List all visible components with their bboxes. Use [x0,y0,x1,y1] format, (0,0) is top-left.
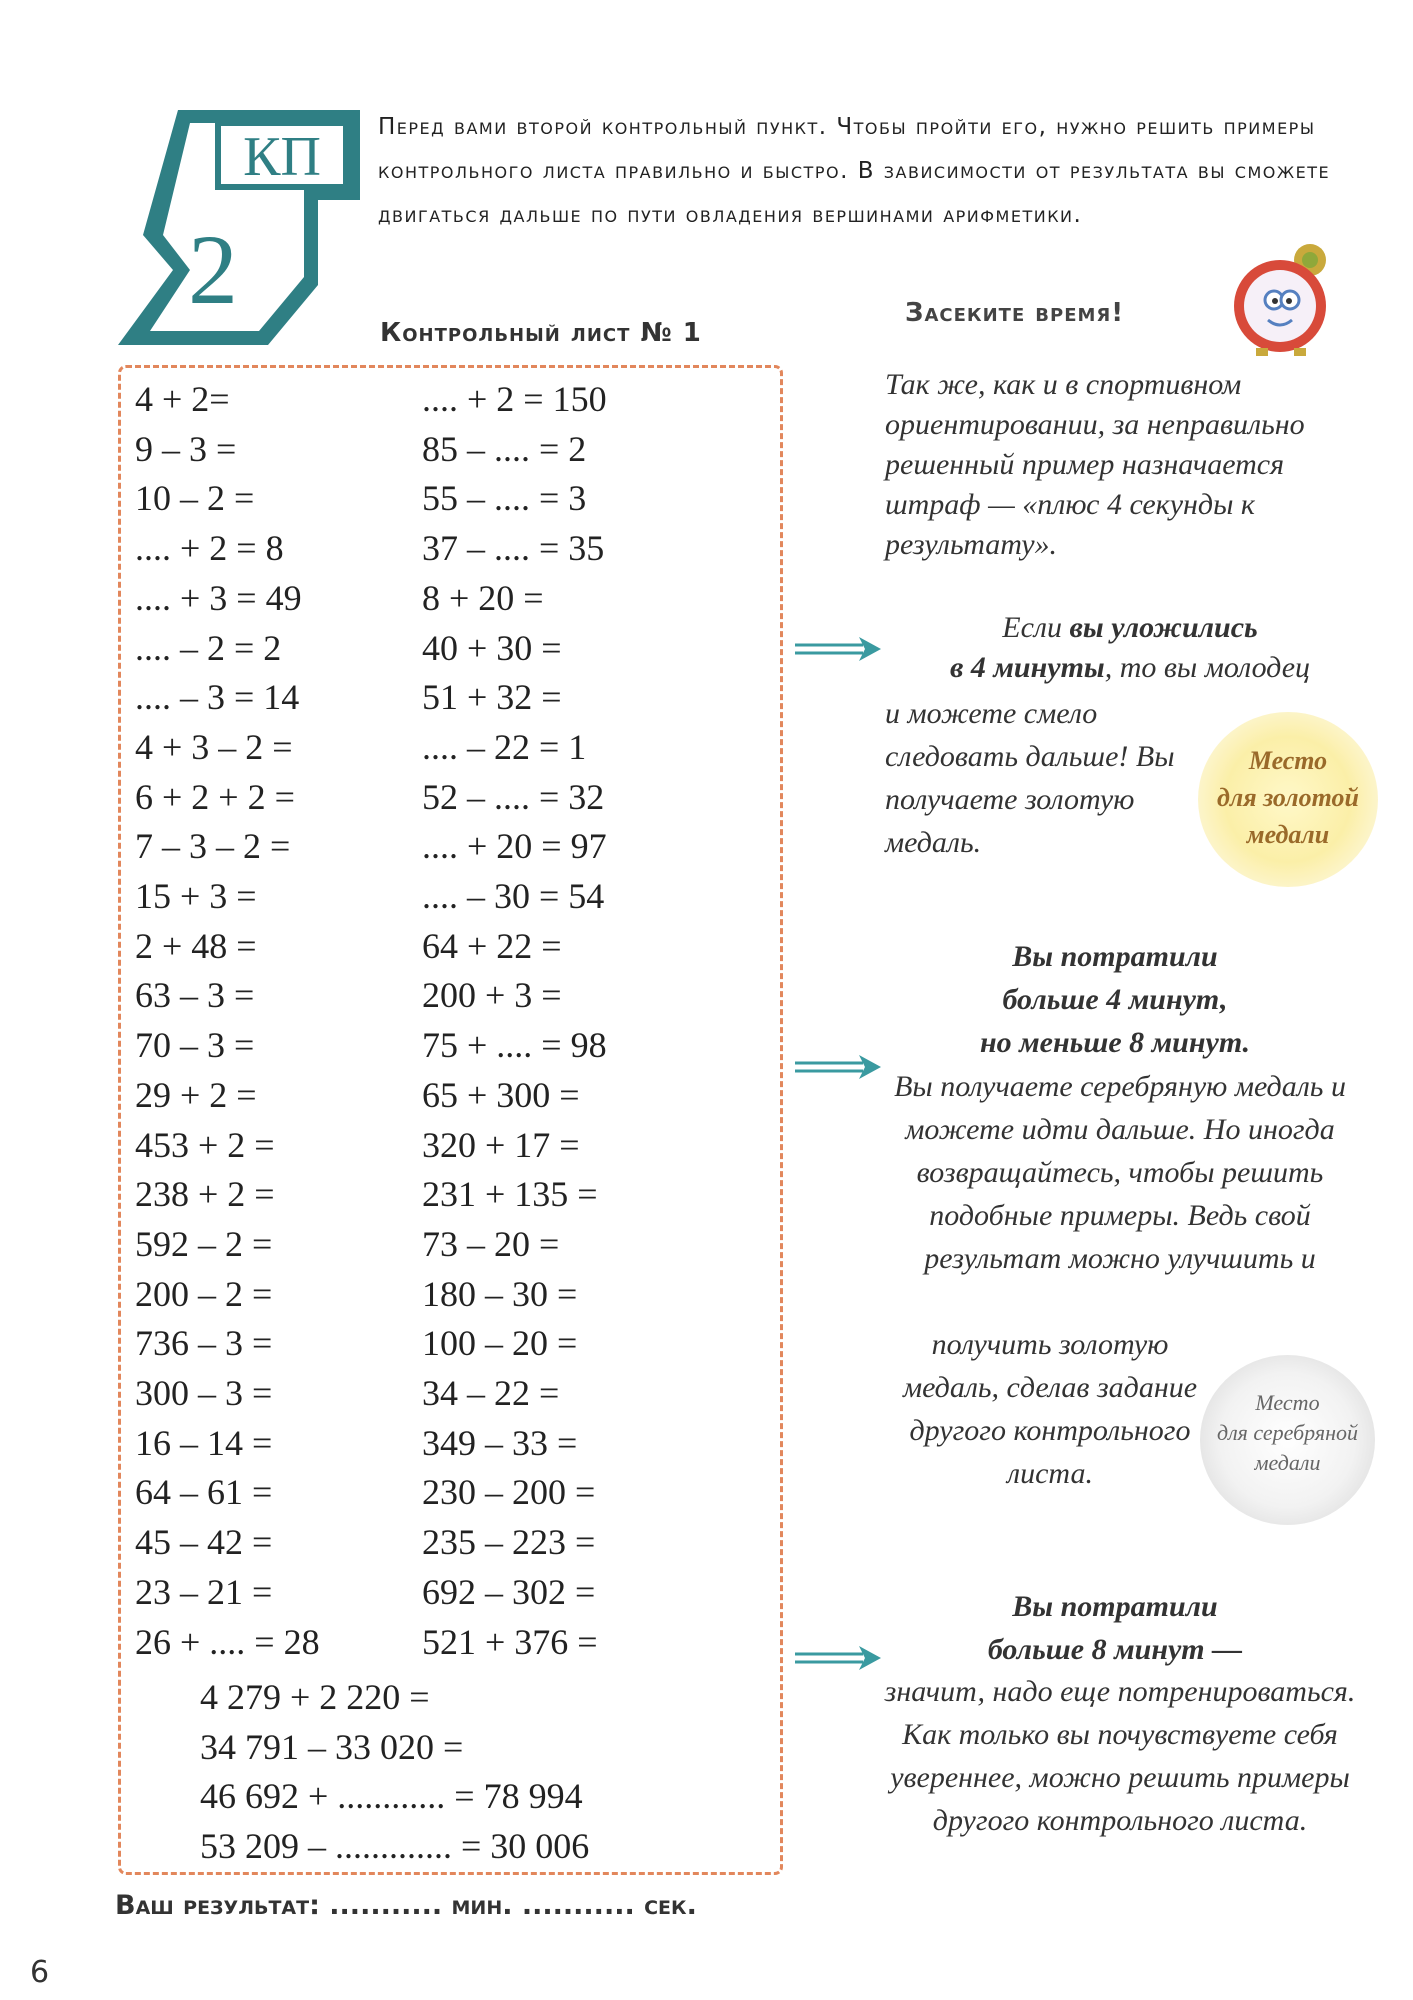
equation: 16 – 14 = [135,1422,273,1463]
equation: 180 – 30 = [422,1273,578,1314]
equation: 75 + .... = 98 [422,1025,607,1066]
equation: 8 + 20 = [422,577,544,618]
silver-head-2: больше 4 минут, [1002,983,1228,1016]
equation: 7 – 3 – 2 = [135,826,291,867]
bronze-note-body: значит, надо еще потренироваться. Как только вы почувствуете себя увереннее, можно решить примеры другого контрольного листа. [884,1675,1356,1837]
equation: 231 + 135 = [422,1174,598,1215]
equation: 15 + 3 = [135,876,257,917]
equation: .... + 3 = 49 [135,577,302,618]
equation: .... + 2 = 150 [422,379,607,419]
equation: .... + 20 = 97 [422,826,607,867]
bronze-head-2: больше 8 минут — [987,1633,1243,1666]
equation: 85 – .... = 2 [422,428,587,469]
sheet-title: Контрольный лист № 1 [380,318,702,348]
equation: 52 – .... = 32 [422,776,605,817]
page-number: 6 [30,1955,50,1990]
silver-note-body: Вы получаете серебряную медаль и можете идти дальше. Но иногда возвращайтесь, чтобы решить подобные примеры. Ведь свой результат можно улучшить и [894,1070,1346,1275]
arrow-right-icon [793,1052,883,1082]
equation: .... – 2 = 2 [135,627,282,668]
equation: 64 – 61 = [135,1472,273,1513]
equation: 70 – 3 = [135,1025,255,1066]
bottom-column [200,1673,589,1872]
gold-medal-placeholder [1198,712,1378,887]
silver-medal-placeholder [1200,1355,1375,1525]
equation: 53 209 – ............. = 30 006 [200,1826,590,1867]
silver-medal-line1: Место [1255,1390,1320,1415]
equation: 4 279 + 2 220 = [200,1677,430,1717]
equation: 34 791 – 33 020 = [200,1726,464,1767]
gold-bold-2: в 4 минуты [949,651,1105,684]
equation: 9 – 3 = [135,428,237,469]
gold-medal-line1: Место [1248,746,1328,775]
arrow-right-icon [793,1643,883,1673]
alarm-clock-icon [1228,240,1338,358]
equation: 23 – 21 = [135,1571,273,1612]
gold-bold-1: вы уложились [1069,611,1258,644]
equation: 51 + 32 = [422,677,562,718]
equation: 40 + 30 = [422,627,562,668]
equation: 692 – 302 = [422,1571,596,1612]
equation: .... – 3 = 14 [135,677,300,718]
equation: .... – 30 = 54 [422,876,605,917]
equation: 34 – 22 = [422,1373,560,1414]
bronze-head-1: Вы потратили [1012,1590,1218,1623]
gold-rest: , то вы молодец [1104,651,1311,684]
equation: 46 692 + ............ = 78 994 [200,1776,583,1817]
gold-lead: Если [1002,611,1070,644]
silver-note-head [880,935,1350,1064]
bronze-note-head [880,1585,1350,1671]
timer-title: Засеките время! [905,298,1125,328]
equation: 4 + 2= [135,379,230,419]
gold-medal-line3: медали [1246,820,1330,849]
equation: 320 + 17 = [422,1124,580,1165]
equation: 521 + 376 = [422,1621,598,1662]
equation: 65 + 300 = [422,1074,580,1115]
equation: .... + 2 = 8 [135,528,284,569]
equation: 55 – .... = 3 [422,478,587,519]
right-column [422,375,607,1667]
equation: 238 + 2 = [135,1174,275,1215]
equation: 37 – .... = 35 [422,528,605,569]
equation: 100 – 20 = [422,1323,578,1364]
result-line: Ваш результат: ........... мин. ........... сек. [115,1890,697,1921]
equation: 26 + .... = 28 [135,1621,320,1662]
silver-head-1: Вы потратили [1012,940,1218,973]
checkpoint-badge-icon [118,105,368,355]
silver-medal-line2: для серебряной [1216,1420,1359,1445]
equation: 63 – 3 = [135,975,255,1016]
arrow-right-icon [793,634,883,664]
equation: 64 + 22 = [422,925,562,966]
equation: .... – 22 = 1 [422,726,587,767]
equation: 300 – 3 = [135,1373,273,1414]
equation: 2 + 48 = [135,925,257,966]
penalty-note: Так же, как и в спортивном ориентировании, за неправильно решенный пример назначается штраф — «плюс 4 секунды к результату». [885,368,1305,561]
gold-note-body: и можете смело следовать дальше! Вы получаете золотую медаль. [885,697,1175,859]
equation: 349 – 33 = [422,1422,578,1463]
left-column [135,375,320,1667]
equation: 6 + 2 + 2 = [135,776,295,817]
badge-number: 2 [188,214,238,325]
equation: 73 – 20 = [422,1223,560,1264]
equation: 230 – 200 = [422,1472,596,1513]
gold-medal-line2: для золотой [1217,783,1359,812]
gold-note-head [895,608,1365,688]
equation: 4 + 3 – 2 = [135,726,293,767]
equation: 736 – 3 = [135,1323,273,1364]
silver-medal-line3: медали [1254,1450,1321,1475]
equation: 453 + 2 = [135,1124,275,1165]
equation: 10 – 2 = [135,478,255,519]
badge-abbr: КП [243,126,321,188]
equation: 592 – 2 = [135,1223,273,1264]
equation: 29 + 2 = [135,1074,257,1115]
intro-text: Перед вами второй контрольный пункт. Чтобы пройти его, нужно решить примеры контрольного листа правильно и быстро. В зависимости от результата вы сможете двигаться дальше по пути овладения вершинами арифметики. [378,114,1331,228]
silver-head-3: но меньше 8 минут. [979,1026,1251,1059]
equation: 200 + 3 = [422,975,562,1016]
equation: 45 – 42 = [135,1522,273,1563]
silver-note-tail: получить золотую медаль, сделав задание другого контрольного листа. [902,1328,1198,1490]
equation: 200 – 2 = [135,1273,273,1314]
equation: 235 – 223 = [422,1522,596,1563]
